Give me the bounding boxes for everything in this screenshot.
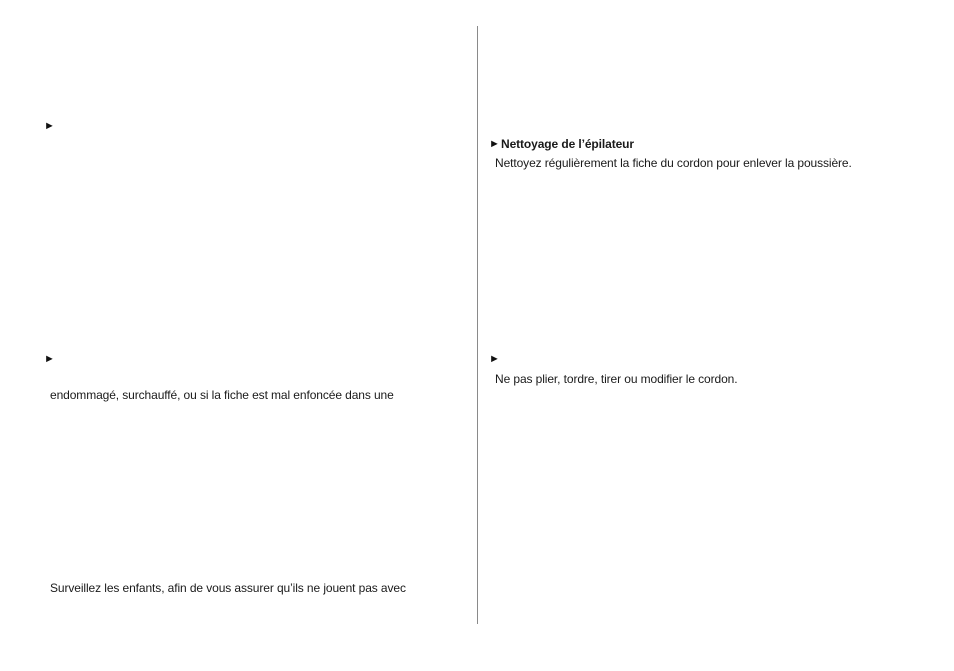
- bullet-arrow-icon: ►: [44, 120, 55, 132]
- left-text-line: Surveillez les enfants, afin de vous assurer qu’ils ne jouent pas avec: [50, 581, 406, 595]
- section-heading: Nettoyage de l’épilateur: [501, 137, 634, 151]
- column-divider: [477, 26, 478, 624]
- left-text-line: endommagé, surchauffé, ou si la fiche est mal enfoncée dans une: [50, 388, 394, 402]
- section-text: Ne pas plier, tordre, tirer ou modifier le cordon.: [495, 372, 738, 386]
- section-text: Nettoyez régulièrement la fiche du cordon pour enlever la poussière.: [495, 156, 852, 170]
- bullet-arrow-icon: ►: [489, 138, 500, 150]
- bullet-arrow-icon: ►: [489, 353, 500, 365]
- bullet-arrow-icon: ►: [44, 353, 55, 365]
